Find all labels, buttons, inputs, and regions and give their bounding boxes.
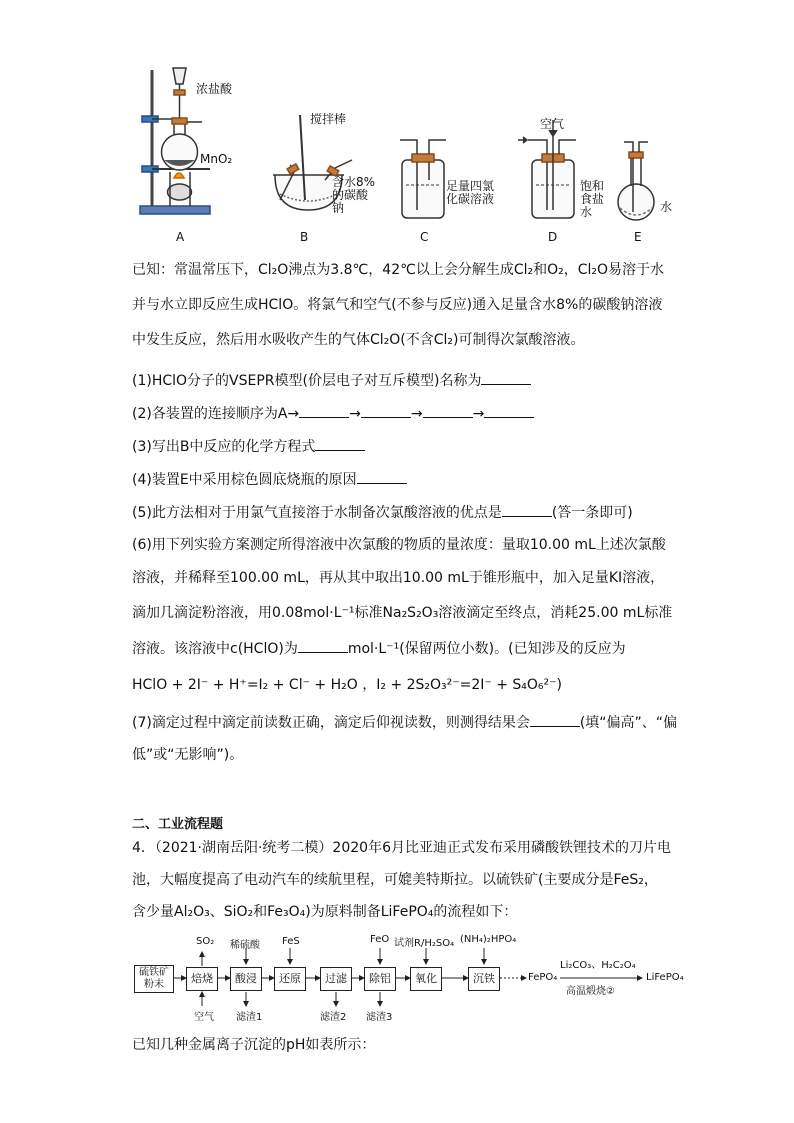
question-4 [132, 469, 407, 490]
question-1-text: (1)HClO分子的VSEPR模型(价层电子对互斥模型)名称为 [132, 373, 482, 389]
question-5-text: (5)此方法相对于用氯气直接溶于水制备次氯酸溶液的优点是 [132, 505, 502, 521]
flow-top-so2: SO₂ [196, 936, 215, 947]
flow-box-roast: 焙烧 [186, 967, 218, 991]
flow-top-nh4hpo4: (NH₄)₂HPO₄ [460, 934, 517, 945]
question-1 [132, 370, 531, 391]
question-2: (2)各装置的连接顺序为A→ → → → [132, 403, 534, 424]
flow-top-acid: 稀硫酸 [230, 940, 260, 951]
flow-box-filter: 过滤 [320, 967, 352, 991]
known-line-1: 已知：常温常压下，Cl₂O沸点为3.8℃，42℃以上会分解生成Cl₂和O₂，Cl₂O易溶于水 [132, 262, 665, 278]
problem-4-line-3: 含少量Al₂O₃、SiO₂和Fe₃O₄)为原料制备LiFePO₄的流程如下： [132, 904, 518, 920]
apparatus-d [518, 120, 576, 218]
flow-top-feo: FeO [370, 934, 390, 945]
label-stirrer: 搅拌棒 [310, 112, 347, 126]
question-5 [132, 502, 633, 523]
question-7-line-2: 低”或“无影响”)。 [132, 747, 244, 763]
question-2-text: (2)各装置的连接顺序为A→ [132, 406, 300, 422]
flow-reagent-bottom: 高温煅烧② [566, 986, 615, 997]
letter-a: A [176, 230, 185, 244]
flow-bottom-residue-1: 滤渣1 [236, 1012, 263, 1023]
question-5-note: (答一条即可) [551, 505, 633, 521]
answer-blank [423, 403, 473, 418]
flow-bottom-air: 空气 [194, 1012, 214, 1023]
answer-blank [298, 638, 348, 653]
question-3 [132, 436, 365, 457]
answer-blank [481, 370, 531, 385]
label-water: 水 [660, 200, 673, 214]
letter-e: E [634, 230, 642, 244]
answer-blank [315, 436, 365, 451]
question-6-text-b: mol·L⁻¹(保留两位小数)。(已知涉及的反应为 [347, 641, 626, 657]
question-7-text-b: (填“偏高”、“偏 [579, 715, 678, 731]
flow-bottom-residue-3: 滤渣3 [366, 1012, 393, 1023]
apparatus-c [400, 140, 446, 218]
flow-fepo4: FePO₄ [528, 972, 558, 983]
question-6-line-2: 溶液，并稀释至100.00 mL，再从其中取出10.00 mL于锥形瓶中，加入足量KI溶液， [132, 570, 665, 586]
label-ccl4: 足量四氯化碳溶液 [446, 179, 495, 206]
flow-box-ore: 硫铁矿粉末 [134, 965, 174, 993]
problem-4-line-1: 4．（2021·湖南岳阳·统考二模）2020年6月比亚迪正式发布采用磷酸铁锂技术的刀片电 [132, 840, 671, 856]
known-line-3: 中发生反应，然后用水吸收产生的气体Cl₂O(不含Cl₂)可制得次氯酸溶液。 [132, 332, 585, 348]
flow-bottom-residue-2: 滤渣2 [320, 1012, 347, 1023]
answer-blank [361, 403, 411, 418]
question-7-text-a: (7)滴定过程中滴定前读数正确，滴定后仰视读数，则测得结果会 [132, 715, 530, 731]
label-mno2: MnO₂ [200, 152, 233, 166]
flow-reagent-top: Li₂CO₃、H₂C₂O₄ [560, 960, 636, 971]
answer-blank [299, 403, 349, 418]
question-6-equations: HClO + 2I⁻ + H⁺=I₂ + Cl⁻ + H₂O ，I₂ + 2S₂O₃²⁻=2I⁻ + S₄O₆²⁻) [132, 677, 563, 693]
apparatus-e [618, 142, 654, 220]
flow-box-precipitate: 沉铁 [468, 967, 500, 991]
section-heading: 二、工业流程题 [132, 817, 224, 832]
flow-box-leach: 酸浸 [230, 967, 262, 991]
label-hcl: 浓盐酸 [196, 82, 233, 96]
table-intro: 已知几种金属离子沉淀的pH如表所示： [132, 1037, 376, 1053]
known-line-2: 并与水立即反应生成HClO。将氯气和空气(不参与反应)通入足量含水8%的碳酸钠溶液 [132, 297, 663, 313]
letter-c: C [420, 230, 429, 244]
label-air: 空气 [540, 117, 565, 131]
question-6-line-4 [132, 638, 626, 659]
answer-blank [530, 712, 580, 727]
question-6-text-a: 溶液。该溶液中c(HClO)为 [132, 641, 298, 657]
answer-blank [357, 469, 407, 484]
label-nacl: 饱和食盐水 [580, 179, 605, 219]
flow-product: LiFePO₄ [646, 972, 684, 983]
flow-box-al-removal: 除铝 [364, 967, 396, 991]
flow-top-fes: FeS [282, 936, 300, 947]
flow-box-oxidize: 氧化 [410, 967, 442, 991]
label-na2co3: 含水8%的碳酸钠 [332, 175, 376, 215]
question-4-text: (4)装置E中采用棕色圆底烧瓶的原因 [132, 472, 357, 488]
question-3-text: (3)写出B中反应的化学方程式 [132, 439, 316, 455]
answer-blank [502, 502, 552, 517]
question-7-line-1 [132, 712, 677, 733]
answer-blank [484, 403, 534, 418]
question-6-line-3: 滴加几滴淀粉溶液，用0.08mol·L⁻¹标准Na₂S₂O₃溶液滴定至终点，消耗25.00 mL标准 [132, 605, 673, 621]
flow-top-reagent-r: 试剂R/H₂SO₄ [394, 938, 455, 949]
letter-d: D [548, 230, 558, 244]
letter-b: B [300, 230, 309, 244]
question-6-line-1: (6)用下列实验方案测定所得溶液中次氯酸的物质的量浓度：量取10.00 mL上述次氯酸 [132, 537, 666, 553]
flow-box-reduce: 还原 [274, 967, 306, 991]
problem-4-line-2: 池，大幅度提高了电动汽车的续航里程，可媲美特斯拉。以硫铁矿(主要成分是FeS₂， [132, 872, 658, 888]
